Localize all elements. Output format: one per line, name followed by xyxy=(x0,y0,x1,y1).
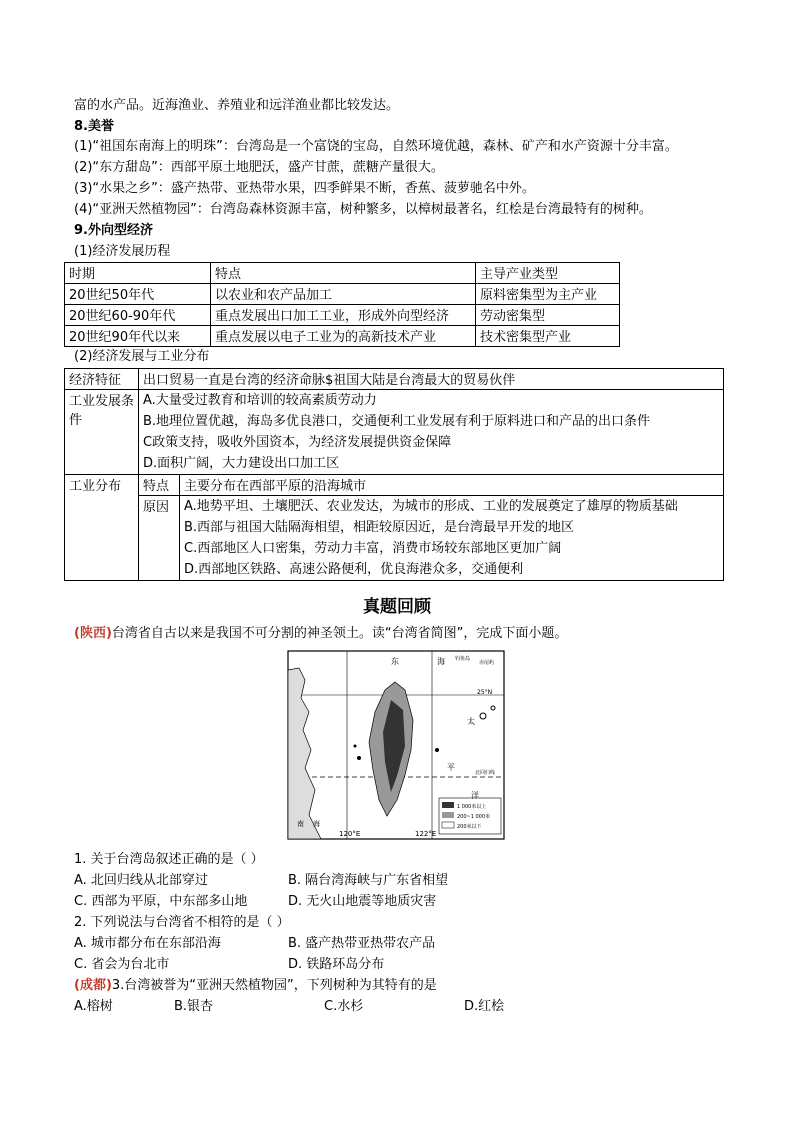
q2-option-a: A. 城市都分布在东部沿海 xyxy=(74,936,221,951)
header-period: 时期 xyxy=(65,263,211,284)
map-label: 北回归线 xyxy=(475,770,496,776)
legend-label: 200~1 000米 xyxy=(457,814,491,820)
q2-option-c: C. 省会为台北市 xyxy=(74,957,170,972)
industry-conditions-list xyxy=(139,390,724,475)
map-label: 25°N xyxy=(477,689,493,696)
table-row xyxy=(65,496,724,581)
cell-industry-type: 劳动密集型 xyxy=(476,305,620,326)
reason-item: A.地势平坦、土壤肥沃、农业发达，为城市的形成、工业的发展奠定了雄厚的物质基础 xyxy=(184,499,678,514)
legend-label: 200米以下 xyxy=(457,824,482,830)
reason-label: 原因 xyxy=(139,496,180,581)
honor-item: (4)“亚洲天然植物园”：台湾岛森林资源丰富，树种繁多，以樟树最著名，红桧是台湾最特有的树种。 xyxy=(74,202,652,217)
reason-item: B.西部与祖国大陆隔海相望，相距较原因近，是台湾最早开发的地区 xyxy=(184,520,575,535)
table-row xyxy=(65,369,724,390)
q2-option-d: D. 铁路环岛分布 xyxy=(288,957,385,972)
econ-feature-value: 出口贸易一直是台湾的经济命脉$祖国大陆是台湾最大的贸易伙伴 xyxy=(139,369,724,390)
map-label: 东 xyxy=(391,657,399,666)
map-label: 钓鱼岛 xyxy=(455,656,471,662)
legend-label: 1 000米以上 xyxy=(457,804,487,810)
map-label: 海 xyxy=(437,657,445,666)
header-feature: 特点 xyxy=(211,263,476,284)
q1-option-c: C. 西部为平原，中东部多山地 xyxy=(74,894,248,909)
economy-history-table xyxy=(64,262,620,347)
industry-distribution-label: 工业分布 xyxy=(65,475,139,581)
table-row xyxy=(65,475,724,496)
q3-option-c: C.水杉 xyxy=(324,999,364,1014)
map-label: 南 xyxy=(297,820,304,828)
map-label: 海 xyxy=(313,820,320,828)
q3-option-a: A.榕树 xyxy=(74,999,113,1014)
feature-label: 特点 xyxy=(139,475,180,496)
review-title: 真题回顾 xyxy=(363,597,431,617)
condition-item: B.地理位置优越，海岛多优良港口，交通便利工业发展有利于原料进口和产品的出口条件 xyxy=(143,414,651,429)
table-row xyxy=(65,305,620,326)
honor-item: (3)“水果之乡”：盛产热带、亚热带水果，四季鲜果不断，香蕉、菠萝驰名中外。 xyxy=(74,181,535,196)
cell-feature: 以农业和农产品加工 xyxy=(211,284,476,305)
cell-industry-type: 技术密集型产业 xyxy=(476,326,620,347)
reason-list xyxy=(180,496,724,581)
feature-value: 主要分布在西部平原的沿海城市 xyxy=(180,475,724,496)
condition-item: D.面积广阔，大力建设出口加工区 xyxy=(143,456,340,471)
honor-item: (2)“东方甜岛”：西部平原土地肥沃，盛产甘蔗，蔗糖产量很大。 xyxy=(74,160,444,175)
q1-option-d: D. 无火山地震等地质灾害 xyxy=(288,894,437,909)
cell-period: 20世纪60-90年代 xyxy=(65,305,211,326)
map-label: 平 xyxy=(447,763,455,772)
taiwan-map xyxy=(287,650,505,840)
intro-line: 富的水产品。近海渔业、养殖业和远洋渔业都比较发达。 xyxy=(74,98,400,113)
table-row xyxy=(65,284,620,305)
source-tag: (陕西) xyxy=(74,626,112,641)
econ-feature-label: 经济特征 xyxy=(65,369,139,390)
cell-industry-type: 原料密集型为主产业 xyxy=(476,284,620,305)
table-row xyxy=(65,390,724,475)
map-label: 洋 xyxy=(471,791,479,800)
q1-option-b: B. 隔台湾海峡与广东省相望 xyxy=(288,873,449,888)
q3-stem xyxy=(74,977,437,995)
q3-text: 3.台湾被誉为“亚洲天然植物园”，下列树种为其特有的是 xyxy=(111,978,437,993)
industry-distribution-table xyxy=(64,368,724,581)
industry-conditions-label: 工业发展条件 xyxy=(65,390,139,475)
table-row xyxy=(65,326,620,347)
cell-period: 20世纪50年代 xyxy=(65,284,211,305)
q3-option-b: B.银杏 xyxy=(174,999,214,1014)
cell-feature: 重点发展出口加工工业，形成外向型经济 xyxy=(211,305,476,326)
q2-option-b: B. 盛产热带亚热带农产品 xyxy=(288,936,436,951)
map-label: 赤尾屿 xyxy=(479,660,495,666)
q2-stem: 2. 下列说法与台湾省不相符的是（ ） xyxy=(74,915,290,930)
map-label: 122°E xyxy=(415,830,437,838)
section-8-heading: 8.美誉 xyxy=(74,119,114,134)
cell-period: 20世纪90年代以来 xyxy=(65,326,211,347)
header-industry-type: 主导产业类型 xyxy=(476,263,620,284)
condition-item: C政策支持，吸收外国资本，为经济发展提供资金保障 xyxy=(143,435,452,450)
honor-item: (1)“祖国东南海上的明珠”：台湾岛是一个富饶的宝岛，自然环境优越，森林、矿产和水产资源十分丰富。 xyxy=(74,139,678,154)
condition-item: A.大量受过教育和培训的较高素质劳动力 xyxy=(143,393,377,408)
q3-option-d: D.红桧 xyxy=(464,999,505,1014)
subsection-1-heading: (1)经济发展历程 xyxy=(74,244,171,259)
intro-text: 台湾省自古以来是我国不可分割的神圣领土。读“台湾省简图”，完成下面小题。 xyxy=(111,626,568,641)
table-header-row xyxy=(65,263,620,284)
cell-feature: 重点发展以电子工业为的高新技术产业 xyxy=(211,326,476,347)
subsection-2-heading: (2)经济发展与工业分布 xyxy=(74,349,210,364)
section-9-heading: 9.外向型经济 xyxy=(74,223,153,238)
review-intro xyxy=(74,625,567,643)
q1-stem: 1. 关于台湾岛叙述正确的是（ ） xyxy=(74,852,264,867)
q1-option-a: A. 北回归线从北部穿过 xyxy=(74,873,208,888)
map-label: 120°E xyxy=(339,830,361,838)
reason-item: D.西部地区铁路、高速公路便利，优良海港众多，交通便利 xyxy=(184,562,524,577)
reason-item: C.西部地区人口密集，劳动力丰富，消费市场较东部地区更加广阔 xyxy=(184,541,562,556)
source-tag: (成都) xyxy=(74,978,112,993)
map-label: 太 xyxy=(467,717,475,726)
